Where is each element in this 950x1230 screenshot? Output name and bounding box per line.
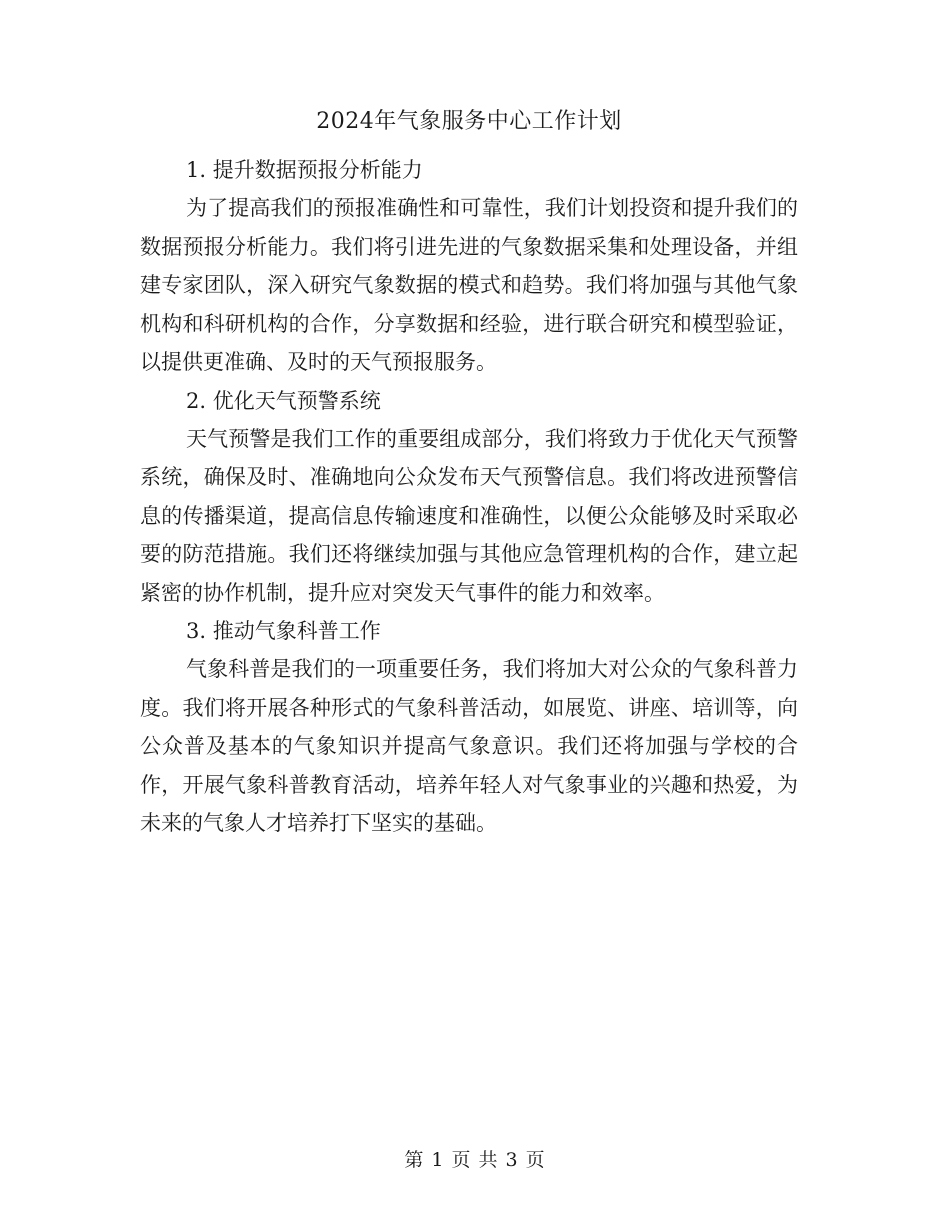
section-heading-1: 1. 提升数据预报分析能力 [186, 158, 423, 182]
document-title: 2024年气象服务中心工作计划 [316, 109, 622, 134]
section-paragraph-1: 为了提高我们的预报准确性和可靠性，我们计划投资和提升我们的数据预报分析能力。我们将引进先进的气象数据采集和处理设备，并组建专家团队，深入研究气象数据的模式和趋势。我们将加强与其他气象机构和科研机构的合作，分享数据和经验，进行联合研究和模型验证，以提供更准确、及时的天气预报服务。 [140, 196, 798, 374]
section-heading-3: 3. 推动气象科普工作 [186, 619, 381, 643]
section-paragraph-3: 气象科普是我们的一项重要任务，我们将加大对公众的气象科普力度。我们将开展各种形式的气象科普活动，如展览、讲座、培训等，向公众普及基本的气象知识并提高气象意识。我们还将加强与学校的合作，开展气象科普教育活动，培养年轻人对气象事业的兴趣和热爱，为未来的气象人才培养打下坚实的基础。 [140, 657, 798, 835]
document-body [140, 151, 798, 843]
section-paragraph-2: 天气预警是我们工作的重要组成部分，我们将致力于优化天气预警系统，确保及时、准确地向公众发布天气预警信息。我们将改进预警信息的传播渠道，提高信息传输速度和准确性，以便公众能够及时采取必要的防范措施。我们还将继续加强与其他应急管理机构的合作，建立起紧密的协作机制，提升应对突发天气事件的能力和效率。 [140, 426, 798, 605]
section-heading-2: 2. 优化天气预警系统 [186, 388, 381, 413]
page-number-footer: 第 1 页 共 3 页 [404, 1149, 546, 1171]
